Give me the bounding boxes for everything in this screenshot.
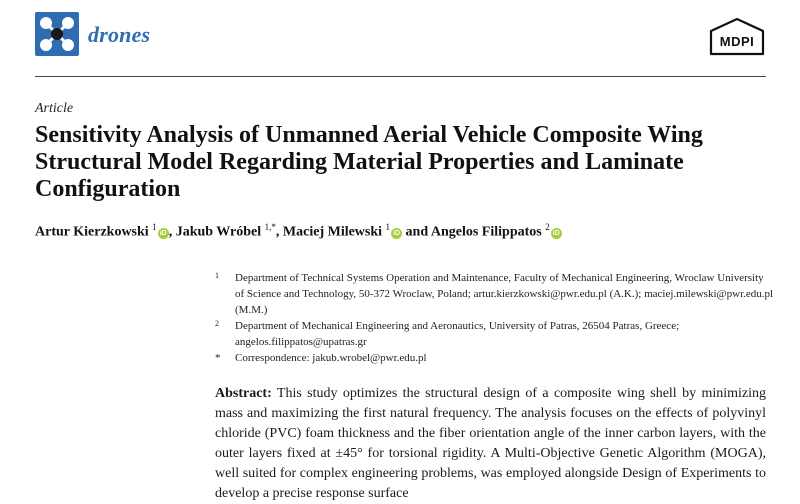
affiliation-mark: 1 — [215, 271, 219, 280]
orcid-icon[interactable]: iD — [393, 229, 401, 237]
author-name[interactable]: Angelos Filippatos — [430, 224, 542, 240]
abstract-label: Abstract: — [215, 386, 272, 401]
abstract-text: This study optimizes the structural design of a composite wing shell by minimizing mass and maximizing the first natural frequency. The analysis focuses on the effects of polyvinyl chloride (PVC) foam thickness and the fiber orientation angle of the inner carbon layers, with the outer layers fixed at ±45° for torsional rigidity. A Multi-Objective Genetic Algorithm (MOGA), well suited for complex engineering problems, was employed alongside Design of Experiments to develop a precise response surface — [215, 386, 766, 501]
author-affiliation-mark: 1,* — [264, 222, 276, 232]
orcid-icon[interactable]: iD — [159, 229, 167, 237]
author-affiliation-mark: 1 — [385, 222, 391, 232]
article-title: Sensitivity Analysis of Unmanned Aerial Vehicle Composite Wing Structural Model Regarding Material Properties and Laminate Configuration — [35, 122, 703, 202]
affiliation-item — [215, 270, 775, 318]
journal-name[interactable]: drones — [88, 22, 151, 47]
journal-logo-icon — [35, 12, 79, 56]
author-list: Artur Kierzkowski $^1$iD , Jakub Wróbel $^{1,*}$, Maciej Milewski $^1$iD and Angelos Filippatos $^2$iD — [35, 222, 560, 240]
affiliation-text: Department of Mechanical Engineering and Aeronautics, University of Patras, 26504 Patras, Greece; angelos.filippatos@upatras.gr — [235, 320, 680, 348]
abstract — [215, 384, 766, 504]
orcid-icon[interactable]: iD — [552, 229, 560, 237]
header-divider — [35, 76, 766, 77]
affiliation-mark: * — [215, 352, 221, 364]
publisher-name: MDPI — [719, 34, 755, 49]
mdpi-logo-icon[interactable] — [708, 18, 766, 56]
affiliation-item — [215, 350, 775, 366]
author-connector: and — [405, 224, 429, 240]
correspondence-text: Correspondence: jakub.wrobel@pwr.edu.pl — [235, 352, 427, 364]
affiliation-item — [215, 318, 775, 350]
author-name[interactable]: Maciej Milewski — [282, 224, 383, 240]
author-affiliation-mark: 1 — [152, 222, 157, 232]
affiliation-text: Department of Technical Systems Operation and Maintenance, Faculty of Mechanical Engineering, Wroclaw University of Science and Technology, 50-372 Wroclaw, Poland; artur.kierzkowski@pwr.edu.pl (A.K.); maciej.milewski@pwr.edu.pl (M.M.) — [235, 272, 774, 316]
author-affiliation-mark: 2 — [545, 222, 550, 232]
affiliations — [215, 270, 775, 366]
author-name[interactable]: Artur Kierzkowski — [35, 224, 149, 240]
affiliation-mark: 2 — [215, 319, 219, 328]
author-name[interactable]: Jakub Wróbel — [175, 224, 262, 240]
article-type: Article — [35, 101, 74, 116]
